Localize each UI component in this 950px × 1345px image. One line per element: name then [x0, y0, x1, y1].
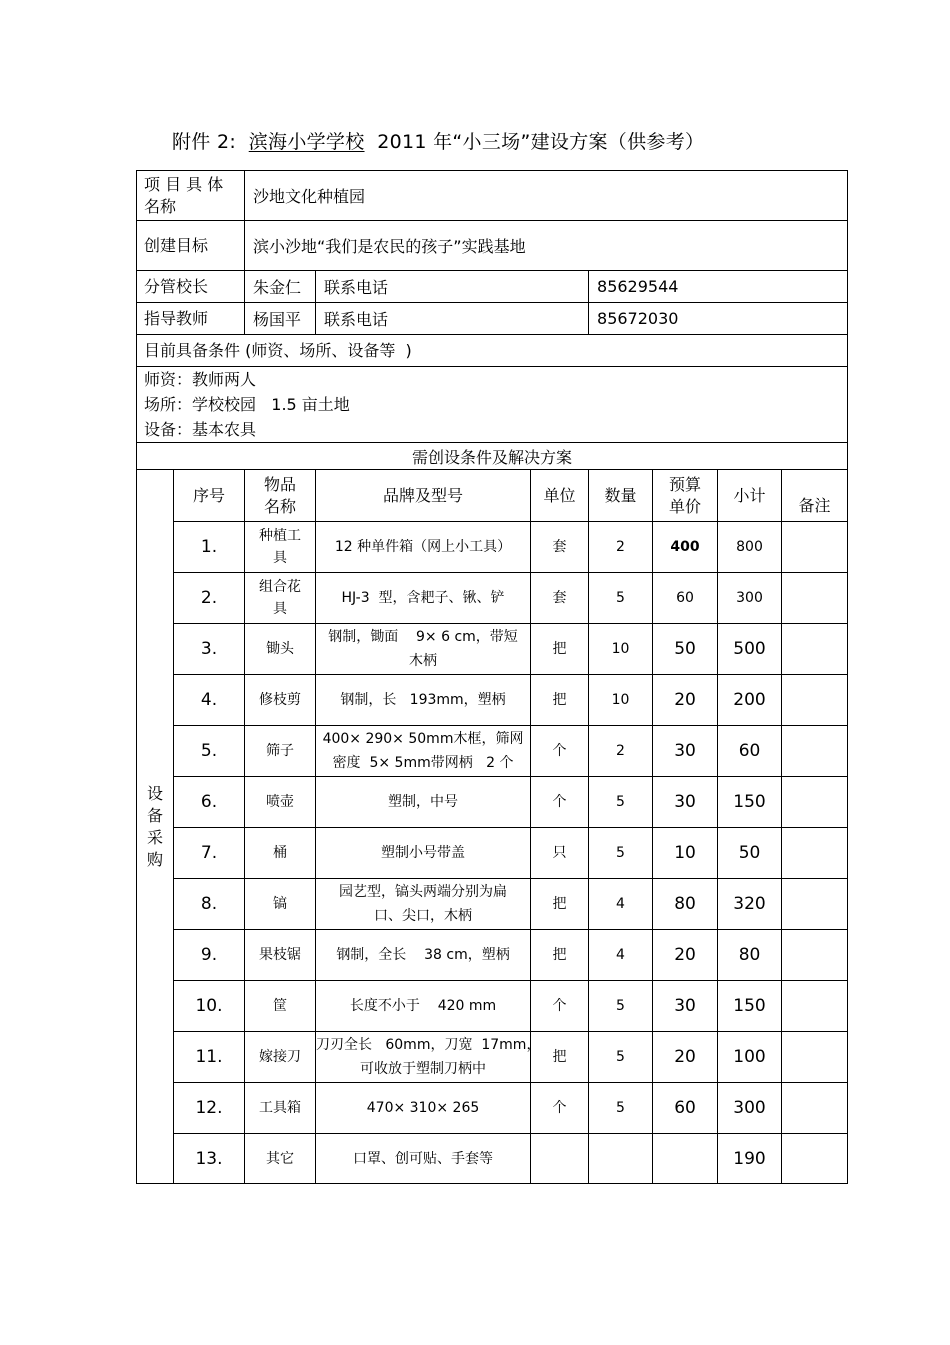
- row-unit: 把: [531, 1032, 589, 1083]
- row-model: [316, 726, 531, 777]
- row-model-line: 470× 310× 265: [366, 1100, 480, 1116]
- row-index: 13.: [174, 1134, 245, 1184]
- row-qty: 5: [589, 1032, 653, 1083]
- row-item: [245, 624, 316, 675]
- row-price: 50: [653, 624, 718, 675]
- row-model-line: 刀刃全长 60mm，刀宽 17mm，: [316, 1037, 541, 1053]
- row-model: [316, 522, 531, 573]
- row-note: [782, 1134, 848, 1184]
- teacher-name: 杨国平: [245, 303, 316, 335]
- title-rest: 2011 年“小三场”建设方案（供参考）: [364, 131, 705, 153]
- row-item-line: 嫁接刀: [259, 1049, 302, 1065]
- title-prefix: 附件 2:: [172, 131, 249, 153]
- row-item: [245, 726, 316, 777]
- row-item: [245, 1134, 316, 1184]
- table-row: [137, 777, 848, 828]
- row-subtotal: 800: [718, 522, 782, 573]
- row-unit: 只: [531, 828, 589, 879]
- row-note: [782, 675, 848, 726]
- principal-phone-label: 联系电话: [316, 271, 589, 303]
- row-price: 30: [653, 726, 718, 777]
- table-row: [137, 930, 848, 981]
- project-label: 项 目 具 体 名称: [137, 171, 245, 221]
- table-row: [137, 1032, 848, 1083]
- principal-phone: 85629544: [589, 271, 848, 303]
- header-note: 备注: [782, 470, 848, 522]
- header-item: 物品 名称: [245, 470, 316, 522]
- table-row: [137, 573, 848, 624]
- row-unit: 把: [531, 624, 589, 675]
- row-qty: 5: [589, 573, 653, 624]
- row-model: [316, 930, 531, 981]
- row-item-line: 喷壶: [266, 794, 295, 810]
- row-unit: 把: [531, 675, 589, 726]
- table-row: [137, 522, 848, 573]
- header-price: 预算 单价: [653, 470, 718, 522]
- row-model-line: 钢制，全长 38 cm，塑柄: [336, 947, 510, 963]
- table-row: [137, 1083, 848, 1134]
- row-price: 30: [653, 777, 718, 828]
- row-model-line: HJ-3 型，含耙子、锹、铲: [341, 590, 505, 606]
- row-price: 400: [653, 522, 718, 573]
- row-model-line: 钢制，锄面 9× 6 cm，带短: [328, 629, 518, 645]
- row-subtotal: 80: [718, 930, 782, 981]
- row-price: 20: [653, 1032, 718, 1083]
- table-row: [137, 879, 848, 930]
- row-item-line: 桶: [273, 845, 288, 861]
- row-subtotal: 300: [718, 573, 782, 624]
- row-item-line: 具: [273, 601, 288, 617]
- row-subtotal: 320: [718, 879, 782, 930]
- plan-table: [136, 170, 848, 1184]
- row-unit: 套: [531, 573, 589, 624]
- row-qty: 10: [589, 675, 653, 726]
- row-item-line: 筐: [273, 998, 288, 1014]
- table-row: [137, 624, 848, 675]
- row-note: [782, 726, 848, 777]
- row-item: [245, 522, 316, 573]
- row-price: 80: [653, 879, 718, 930]
- row-model: [316, 777, 531, 828]
- row-subtotal: 500: [718, 624, 782, 675]
- table-row: [137, 726, 848, 777]
- row-model-line: 12 种单件箱（网上小工具）: [334, 539, 512, 555]
- needs-label: 需创设条件及解决方案: [137, 443, 848, 470]
- row-unit: 个: [531, 777, 589, 828]
- row-index: 3.: [174, 624, 245, 675]
- row-model-line: 400× 290× 50mm木框，筛网: [322, 731, 524, 747]
- row-price: 20: [653, 675, 718, 726]
- conditions-label: 目前具备条件 (师资、场所、设备等 ): [137, 335, 848, 367]
- row-note: [782, 1083, 848, 1134]
- row-item-line: 筛子: [266, 743, 295, 759]
- table-row: [137, 1134, 848, 1184]
- row-qty: 5: [589, 777, 653, 828]
- row-qty: 2: [589, 522, 653, 573]
- title-school: 滨海小学学校: [248, 131, 365, 153]
- condition-teachers: 师资：教师两人: [144, 370, 257, 389]
- row-subtotal: 100: [718, 1032, 782, 1083]
- row-index: 2.: [174, 573, 245, 624]
- row-note: [782, 777, 848, 828]
- row-subtotal: 200: [718, 675, 782, 726]
- row-note: [782, 930, 848, 981]
- row-item-line: 果枝锯: [259, 947, 302, 963]
- row-item: [245, 828, 316, 879]
- row-item: [245, 675, 316, 726]
- row-note: [782, 981, 848, 1032]
- row-subtotal: 190: [718, 1134, 782, 1184]
- row-item: [245, 1083, 316, 1134]
- row-model-line: 塑制，中号: [388, 794, 459, 810]
- row-item-line: 其它: [266, 1150, 295, 1167]
- row-price: 60: [653, 1083, 718, 1134]
- conditions-list: [137, 367, 848, 443]
- row-note: [782, 879, 848, 930]
- row-price: 20: [653, 930, 718, 981]
- row-item: [245, 930, 316, 981]
- header-index: 序号: [174, 470, 245, 522]
- row-qty: 4: [589, 879, 653, 930]
- row-item-line: 锄头: [266, 641, 295, 657]
- row-unit: 把: [531, 879, 589, 930]
- principal-name: 朱金仁: [245, 271, 316, 303]
- row-note: [782, 624, 848, 675]
- row-price: 60: [653, 573, 718, 624]
- row-model: [316, 981, 531, 1032]
- principal-label: 分管校长: [137, 271, 245, 303]
- row-unit: 套: [531, 522, 589, 573]
- row-item: [245, 777, 316, 828]
- row-index: 12.: [174, 1083, 245, 1134]
- teacher-phone: 85672030: [589, 303, 848, 335]
- row-qty: 5: [589, 1083, 653, 1134]
- row-model-line: 木柄: [409, 653, 438, 669]
- header-subtotal: 小计: [718, 470, 782, 522]
- table-row: [137, 981, 848, 1032]
- project-value: 沙地文化种植园: [245, 171, 848, 221]
- row-qty: 4: [589, 930, 653, 981]
- row-subtotal: 50: [718, 828, 782, 879]
- teacher-label: 指导教师: [137, 303, 245, 335]
- row-item-line: 修枝剪: [259, 692, 302, 708]
- row-index: 4.: [174, 675, 245, 726]
- row-model-line: 塑制小号带盖: [381, 845, 466, 861]
- row-model: [316, 828, 531, 879]
- row-note: [782, 522, 848, 573]
- row-item-line: 具: [273, 550, 288, 566]
- row-qty: [589, 1134, 653, 1184]
- row-subtotal: 300: [718, 1083, 782, 1134]
- header-qty: 数量: [589, 470, 653, 522]
- row-item: [245, 573, 316, 624]
- row-index: 8.: [174, 879, 245, 930]
- row-item-line: 组合花: [259, 579, 302, 595]
- table-row: [137, 675, 848, 726]
- row-model-line: 钢制，长 193mm，塑柄: [340, 692, 506, 708]
- condition-equipment: 设备：基本农具: [144, 420, 257, 439]
- row-qty: 10: [589, 624, 653, 675]
- row-model: [316, 1134, 531, 1184]
- row-model-line: 可收放于塑制刀柄中: [360, 1061, 487, 1077]
- row-model-line: 密度 5× 5mm带网柄 2 个: [332, 755, 514, 771]
- header-model: 品牌及型号: [316, 470, 531, 522]
- row-model: [316, 1083, 531, 1134]
- row-index: 6.: [174, 777, 245, 828]
- row-item-line: 种植工: [259, 528, 302, 544]
- row-item: [245, 879, 316, 930]
- goal-value: 滨小沙地“我们是农民的孩子”实践基地: [245, 221, 848, 271]
- row-index: 9.: [174, 930, 245, 981]
- row-unit: [531, 1134, 589, 1184]
- row-subtotal: 150: [718, 981, 782, 1032]
- row-index: 7.: [174, 828, 245, 879]
- row-index: 1.: [174, 522, 245, 573]
- row-unit: 个: [531, 1083, 589, 1134]
- row-note: [782, 828, 848, 879]
- row-model: [316, 624, 531, 675]
- row-item: [245, 1032, 316, 1083]
- row-unit: 个: [531, 981, 589, 1032]
- equipment-section-label: 设 备 采 购: [137, 470, 174, 1184]
- row-index: 5.: [174, 726, 245, 777]
- row-model-line: 长度不小于 420 mm: [349, 998, 497, 1014]
- row-model-line: 园艺型，镐头两端分别为扁: [339, 884, 508, 900]
- row-model: [316, 1032, 541, 1083]
- row-qty: 2: [589, 726, 653, 777]
- row-unit: 个: [531, 726, 589, 777]
- row-qty: 5: [589, 828, 653, 879]
- row-subtotal: 150: [718, 777, 782, 828]
- row-index: 11.: [174, 1032, 245, 1083]
- document-title: [172, 127, 704, 154]
- row-model-line: 口、尖口，木柄: [374, 908, 473, 924]
- row-price: 30: [653, 981, 718, 1032]
- row-unit: 把: [531, 930, 589, 981]
- row-model: [316, 675, 531, 726]
- teacher-phone-label: 联系电话: [316, 303, 589, 335]
- table-row: [137, 828, 848, 879]
- row-item: [245, 981, 316, 1032]
- row-note: [782, 1032, 848, 1083]
- row-price: [653, 1134, 718, 1184]
- row-model: [316, 573, 531, 624]
- row-item-line: 工具箱: [259, 1100, 302, 1116]
- row-item-line: 镐: [273, 896, 288, 912]
- condition-site: 场所：学校校园 1.5 亩土地: [144, 395, 350, 414]
- row-index: 10.: [174, 981, 245, 1032]
- row-model-line: 口罩、创可贴、手套等: [353, 1150, 494, 1167]
- goal-label: 创建目标: [137, 221, 245, 271]
- header-unit: 单位: [531, 470, 589, 522]
- row-model: [316, 879, 531, 930]
- row-subtotal: 60: [718, 726, 782, 777]
- row-note: [782, 573, 848, 624]
- row-qty: 5: [589, 981, 653, 1032]
- row-price: 10: [653, 828, 718, 879]
